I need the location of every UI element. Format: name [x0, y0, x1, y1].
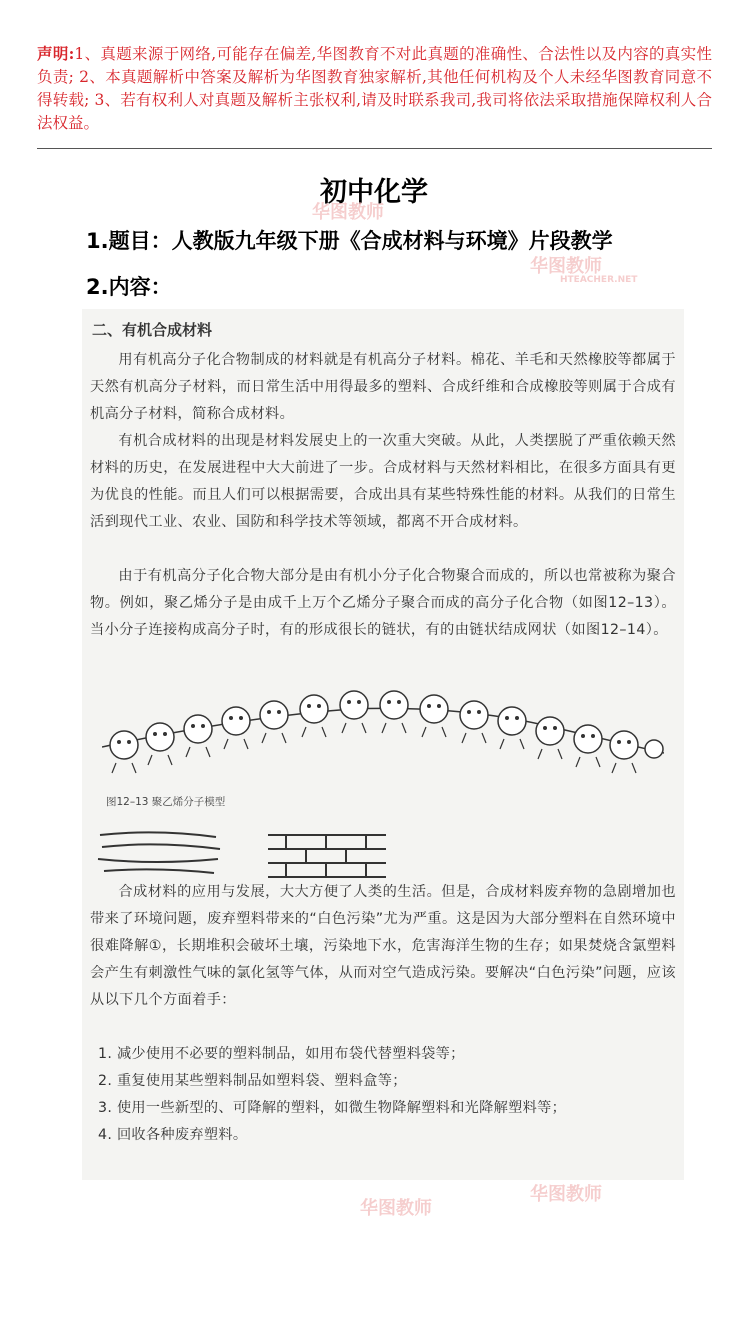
section-title: 二、有机合成材料 [92, 321, 213, 339]
watermark-logo: 华图教师 [530, 256, 602, 277]
disclaimer [37, 42, 712, 135]
content-heading: 2.内容： [86, 275, 172, 299]
solutions-list [98, 1041, 676, 1149]
topic-heading: 1.题目：人教版九年级下册《合成材料与环境》片段教学 [86, 229, 613, 253]
list-item: 1. 减少使用不必要的塑料制品，如用布袋代替塑料袋等； [98, 1046, 465, 1062]
paragraph-1: 用有机高分子化合物制成的材料就是有机高分子材料。棉花、羊毛和天然橡胶等都属于天然有机高分子材料，而日常生活中用得最多的塑料、合成纤维和合成橡胶等则属于合成有机高分子材料，简称合成材料。 [90, 352, 676, 422]
watermark-logo: 华图教师 [312, 202, 384, 223]
list-item: 3. 使用一些新型的、可降解的塑料，如微生物降解塑料和光降解塑料等； [98, 1100, 567, 1116]
paragraph-2: 有机合成材料的出现是材料发展史上的一次重大突破。从此，人类摆脱了严重依赖天然材料的历史，在发展进程中大大前进了一步。合成材料与天然材料相比，在很多方面具有更为优良的性能。而且人们可以根据需要，合成出具有某些特殊性能的材料。从我们的日常生活到现代工业、农业、国防和科学技术等领域，都离不开合成材料。 [90, 433, 676, 530]
watermark-logo: 华图教师 [530, 1184, 602, 1205]
paragraph-4: 合成材料的应用与发展，大大方便了人类的生活。但是，合成材料废弃物的急剧增加也带来了环境问题，废弃塑料带来的“白色污染”尤为严重。这是因为大部分塑料在自然环境中很难降解①，长期堆积会破坏土壤，污染地下水，危害海洋生物的生存；如果焚烧含氯塑料会产生有刺激性气味的氯化氢等气体，从而对空气造成污染。要解决“白色污染”问题，应该从以下几个方面着手： [90, 884, 676, 1008]
paragraph-3: 由于有机高分子化合物大部分是由有机小分子化合物聚合而成的，所以也常被称为聚合物。例如，聚乙烯分子是由成千上万个乙烯分子聚合而成的高分子化合物（如图12–13）。当小分子连接构成高分子时，有的形成很长的链状，有的由链状结成网状（如图12–14）。 [90, 568, 676, 638]
polyethylene-molecule-figure [102, 687, 664, 779]
textbook-excerpt [82, 309, 684, 1180]
list-item: 4. 回收各种废弃塑料。 [98, 1127, 248, 1143]
watermark-logo: 华图教师 [360, 1198, 432, 1219]
watermark-logo: HTEACHER.NET [560, 275, 638, 285]
disclaimer-text: 1、真题来源于网络,可能存在偏差,华图教育不对此真题的准确性、合法性以及内容的真实性负责; 2、本真题解析中答案及解析为华图教育独家解析,其他任何机构及个人未经华图教育同意不得转载; 3、若有权利人对真题及解析主张权利,请及时联系我司,我司将依法采取措施保障权利人合法权益。 [37, 45, 713, 132]
divider [37, 148, 712, 149]
list-item: 2. 重复使用某些塑料制品如塑料袋、塑料盒等； [98, 1073, 407, 1089]
chain-network-figure [96, 821, 396, 881]
figure-caption: 图12–13 聚乙烯分子模型 [106, 796, 226, 808]
page-title: 初中化学 [320, 177, 428, 208]
disclaimer-lead: 声明: [37, 44, 75, 63]
